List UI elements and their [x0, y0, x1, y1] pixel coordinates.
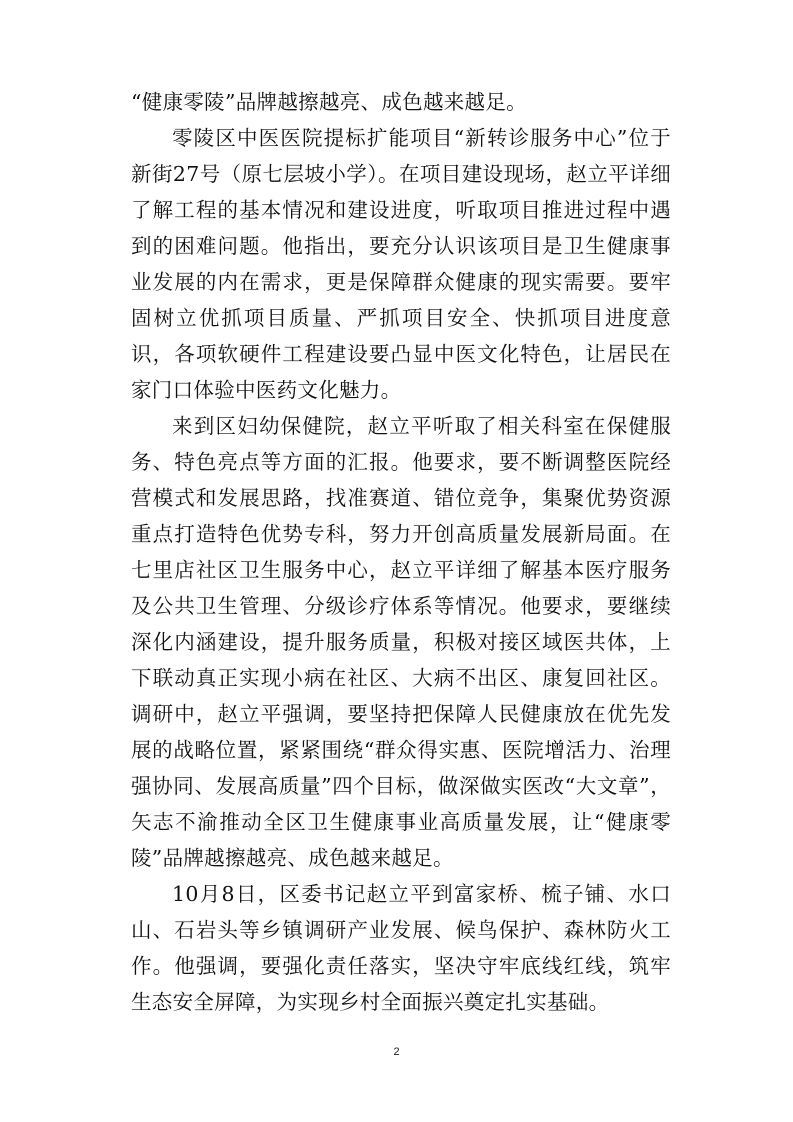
paragraph-maternal-child-health: 来到区妇幼保健院，赵立平听取了相关科室在保健服务、特色亮点等方面的汇报。他要求，要不断调整医院经营模式和发展思路，找准赛道、错位竞争，集聚优势资源重点打造特色优势专科，努力开创高质量发展新局面。在七里店社区卫生服务中心，赵立平详细了解基本医疗服务及公共卫生管理、分级诊疗体系等情况。他要求，要继续深化内涵建设，提升服务质量，积极对接区域医共体，上下联动真正实现小病在社区、大病不出区、康复回社区。调研中，赵立平强调，要坚持把保障人民健康放在优先发展的战略位置，紧紧围绕“群众得实惠、医院增活力、治理强协同、发展高质量”四个目标，做深做实医改“大文章”，矢志不渝推动全区卫生健康事业高质量发展，让“健康零陵”品牌越擦越亮、成色越来越足。: [131, 414, 671, 870]
paragraph-tcm-hospital-project: 零陵区中医医院提标扩能项目“新转诊服务中心”位于新街27号（原七层坡小学）。在项目建设现场，赵立平详细了解工程的基本情况和建设进度，听取项目推进过程中遇到的困难问题。他指出，要充分认识该项目是卫生健康事业发展的内在需求，更是保障群众健康的现实需要。要牢固树立优抓项目质量、严抓项目安全、快抓项目进度意识，各项软硬件工程建设要凸显中医文化特色，让居民在家门口体验中医药文化魅力。: [131, 126, 671, 402]
page-number: 2: [393, 1046, 400, 1058]
paragraph-october-8-inspection: 10月8日，区委书记赵立平到富家桥、梳子铺、水口山、石岩头等乡镇调研产业发展、候鸟保护、森林防火工作。他强调，要强化责任落实，坚决守牢底线红线，筑牢生态安全屏障，为实现乡村全面振兴奠定扎实基础。: [131, 882, 671, 1014]
paragraph-continuation: “健康零陵”品牌越擦越亮、成色越来越足。: [131, 90, 527, 114]
document-body: [131, 84, 671, 1020]
